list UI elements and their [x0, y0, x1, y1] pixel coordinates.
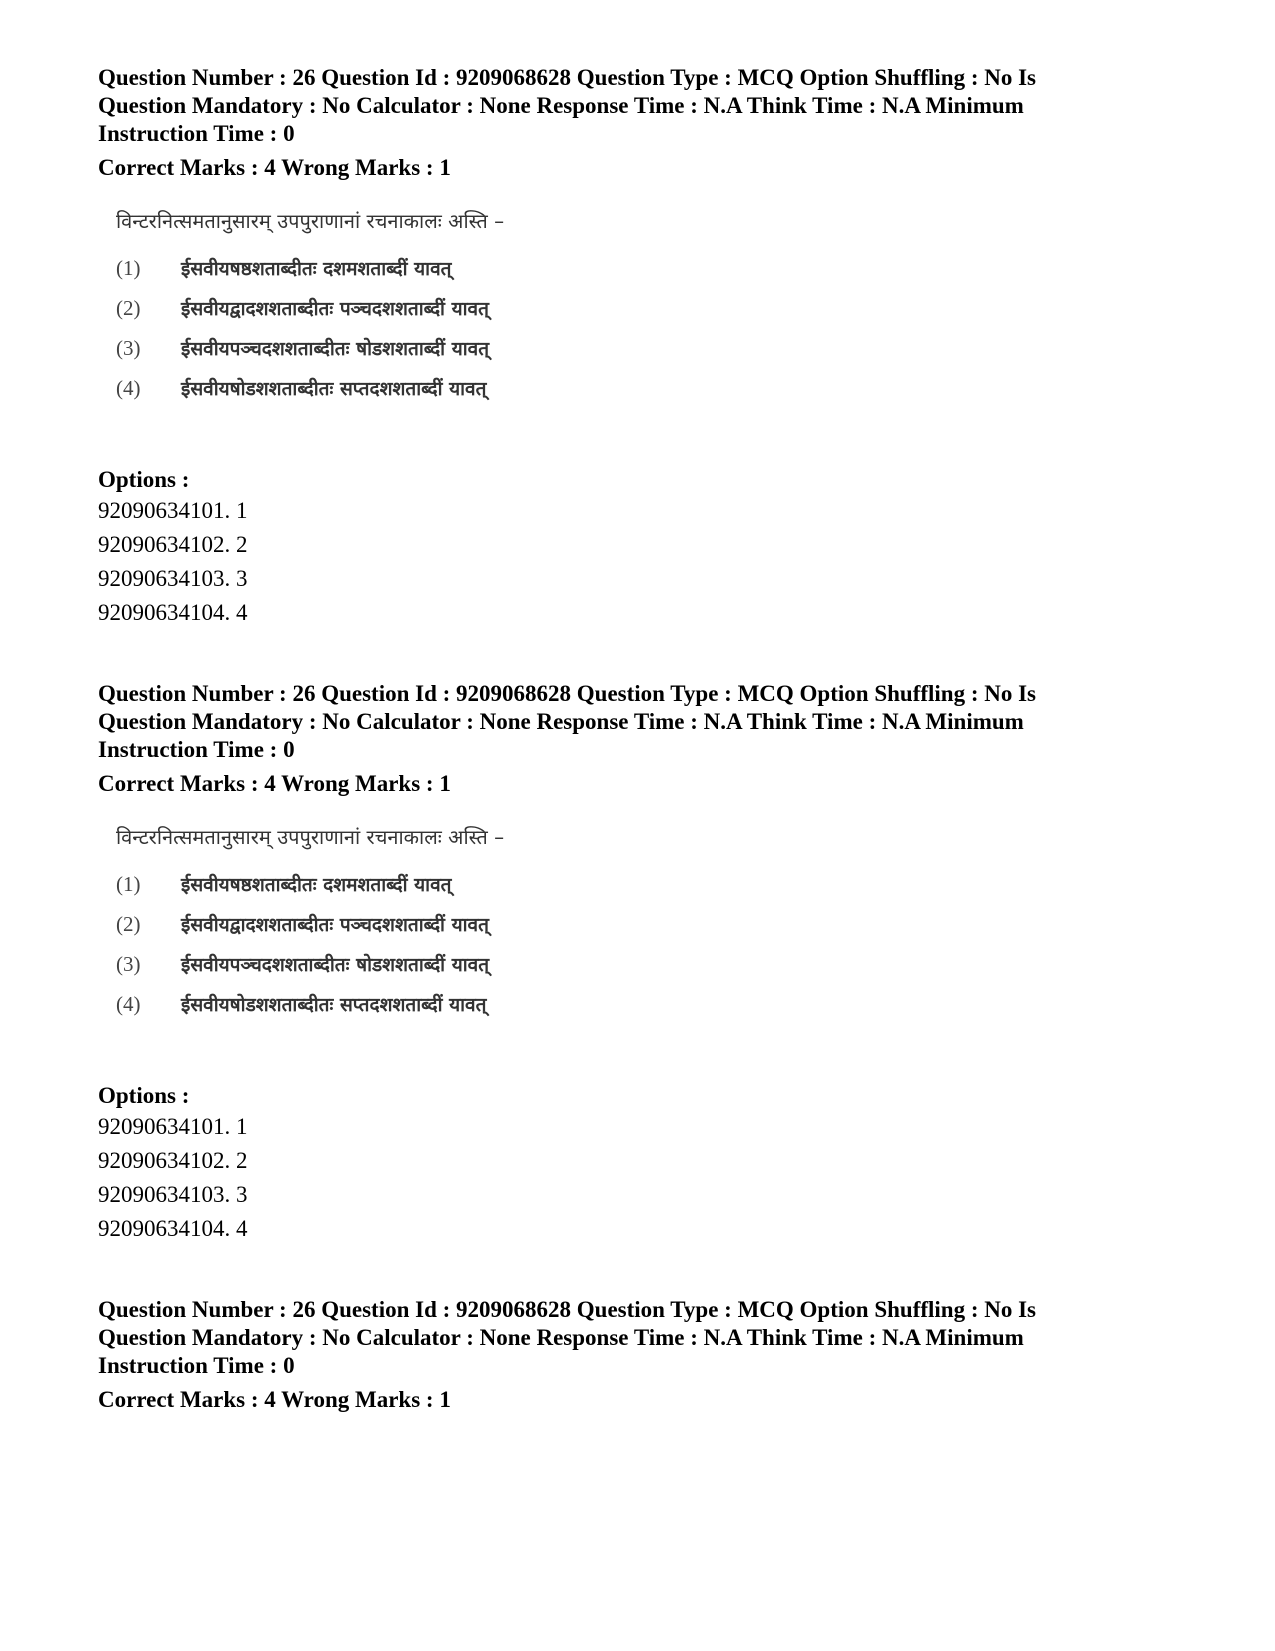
question-choice [116, 984, 516, 1024]
question-marks: Correct Marks : 4 Wrong Marks : 1 [98, 155, 451, 180]
options-heading: Options : [98, 467, 190, 492]
choice-number: (1) [116, 255, 141, 280]
question-stem: विन्टरनित्समतानुसारम् उपपुराणानां रचनाकालः अस्ति – [116, 825, 505, 849]
choice-number: (3) [116, 335, 141, 360]
options-heading: Options : [98, 1083, 190, 1108]
question-image [116, 824, 516, 1024]
choice-text: ईसवीयद्वादशशताब्दीतः पञ्चदशशताब्दीं यावत् [181, 298, 489, 320]
choice-text: ईसवीयपञ्चदशशताब्दीतः षोडशशताब्दीं यावत् [181, 954, 490, 976]
question-marks: Correct Marks : 4 Wrong Marks : 1 [98, 771, 451, 796]
question-choice [116, 328, 516, 368]
question-meta-line: Instruction Time : 0 [98, 737, 295, 762]
question-stem: विन्टरनित्समतानुसारम् उपपुराणानां रचनाकालः अस्ति – [116, 209, 505, 233]
question-meta-line: Question Mandatory : No Calculator : None Response Time : N.A Think Time : N.A Minimum [98, 709, 1024, 734]
option-item: 92090634101. 1 [98, 1114, 248, 1139]
question-meta-line: Question Mandatory : No Calculator : None Response Time : N.A Think Time : N.A Minimum [98, 1325, 1024, 1350]
question-meta-line: Question Number : 26 Question Id : 9209068628 Question Type : MCQ Option Shuffling : No Is [98, 65, 1037, 90]
choice-number: (4) [116, 375, 141, 400]
choice-text: ईसवीयद्वादशशताब्दीतः पञ्चदशशताब्दीं यावत् [181, 914, 489, 936]
option-item: 92090634104. 4 [98, 1216, 248, 1241]
choice-text: ईसवीयपञ्चदशशताब्दीतः षोडशशताब्दीं यावत् [181, 338, 490, 360]
question-choice [116, 368, 516, 408]
question-image [116, 208, 516, 408]
question-marks: Correct Marks : 4 Wrong Marks : 1 [98, 1387, 451, 1412]
question-choice [116, 288, 516, 328]
question-meta-line: Question Mandatory : No Calculator : None Response Time : N.A Think Time : N.A Minimum [98, 93, 1024, 118]
choice-text: ईसवीयषष्ठशताब्दीतः दशमशताब्दीं यावत् [181, 874, 452, 896]
question-block [98, 1296, 1178, 1414]
question-meta-line: Instruction Time : 0 [98, 1353, 295, 1378]
choice-text: ईसवीयषोडशशताब्दीतः सप्तदशशताब्दीं यावत् [181, 994, 487, 1016]
option-item: 92090634102. 2 [98, 532, 248, 557]
choice-number: (2) [116, 911, 141, 936]
question-meta-line: Instruction Time : 0 [98, 121, 295, 146]
option-item: 92090634102. 2 [98, 1148, 248, 1173]
question-meta-line: Question Number : 26 Question Id : 9209068628 Question Type : MCQ Option Shuffling : No Is [98, 681, 1037, 706]
question-block [98, 680, 1178, 1246]
option-item: 92090634101. 1 [98, 498, 248, 523]
choice-text: ईसवीयषोडशशताब्दीतः सप्तदशशताब्दीं यावत् [181, 378, 487, 400]
question-choice [116, 864, 516, 904]
option-item: 92090634104. 4 [98, 600, 248, 625]
option-item: 92090634103. 3 [98, 1182, 248, 1207]
choice-number: (4) [116, 991, 141, 1016]
question-choice [116, 904, 516, 944]
choice-text: ईसवीयषष्ठशताब्दीतः दशमशताब्दीं यावत् [181, 258, 452, 280]
question-choice [116, 944, 516, 984]
choice-number: (1) [116, 871, 141, 896]
question-block [98, 64, 1178, 630]
choice-number: (2) [116, 295, 141, 320]
question-meta-line: Question Number : 26 Question Id : 9209068628 Question Type : MCQ Option Shuffling : No Is [98, 1297, 1037, 1322]
choice-number: (3) [116, 951, 141, 976]
option-item: 92090634103. 3 [98, 566, 248, 591]
question-choice [116, 248, 516, 288]
